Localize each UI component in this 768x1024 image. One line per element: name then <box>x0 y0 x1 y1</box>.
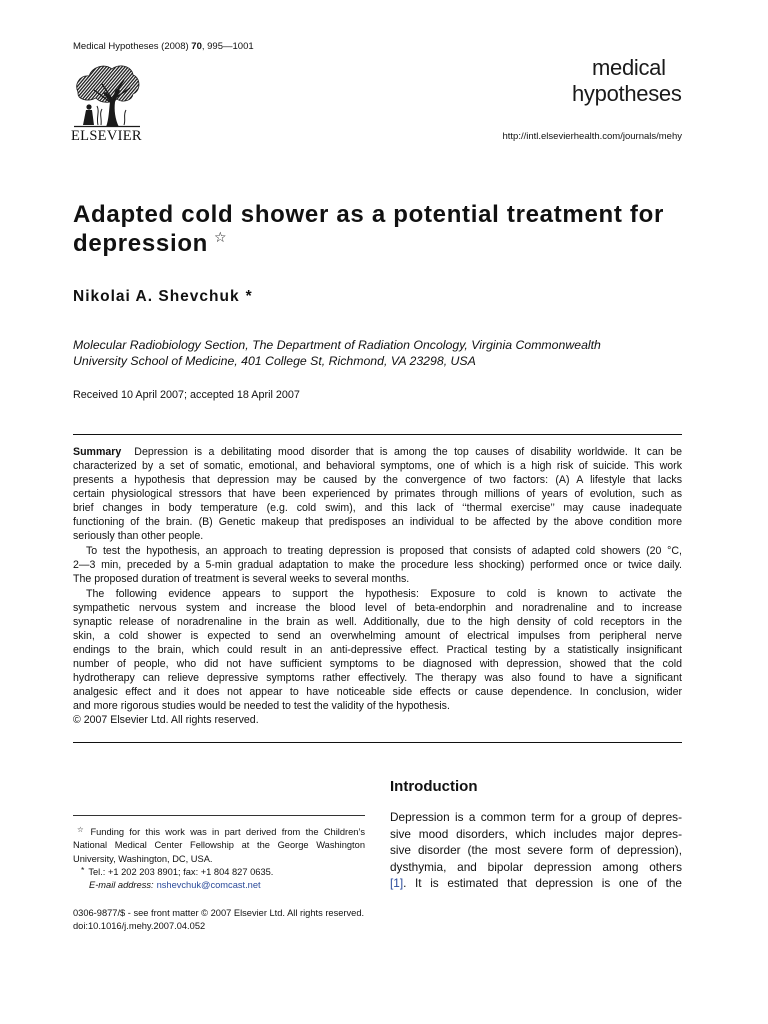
summary-line: certain physiological stressors that have been experienced by primates through millions of years of evolution, such as <box>73 488 682 500</box>
summary-line: sympathetic nervous system and increase the blood level of beta-endorphin and noradrenaline and to increase <box>73 602 682 614</box>
summary-line: analgesic effect and it does not appear to have noticeable side effects or cause dependence. In conclusion, wider <box>73 686 682 698</box>
summary-line: presents a hypothesis that depression may be caused by the convergence of two factors: (A) A lifestyle that lacks <box>73 474 682 486</box>
summary-line: endings to the brain, which could result in an anti-depressive effect. Practical testing by a statistically insignificant <box>73 644 682 656</box>
affiliation-line: University School of Medicine, 401 College St, Richmond, VA 23298, USA <box>73 354 476 368</box>
front-matter <box>73 907 364 933</box>
journal-volume: 70 <box>191 41 202 52</box>
summary-line: 2—3 min, preceded by a 5-min gradual adaptation to make the procedure less shocking) performed once or twice daily. <box>73 559 682 571</box>
summary-line: seriously than other people. <box>73 530 204 542</box>
doi-line[interactable]: doi:10.1016/j.mehy.2007.04.052 <box>73 921 206 931</box>
summary-line: skin, a cold shower is expected to send an overwhelming amount of electrical impulses from peripheral nerve <box>73 630 682 642</box>
email-label: E-mail address: <box>89 880 154 891</box>
funding-footnote-marker: ☆ <box>77 825 87 834</box>
author-line <box>73 288 253 306</box>
summary-paragraph <box>73 445 682 543</box>
introduction-body <box>390 809 682 892</box>
footnote-rule <box>73 815 365 816</box>
introduction-line: dysthymia, and bipolar depression among others <box>390 859 682 874</box>
author-footnote-marker[interactable]: * <box>245 288 253 305</box>
author-affiliation <box>73 337 601 369</box>
summary-line: To test the hypothesis, an approach to treating depression is proposed that consists of adapted cold showers (20 °C, <box>86 545 682 557</box>
contact-footnote-marker: * <box>81 864 85 875</box>
summary-line: The proposed duration of treatment is several weeks to several months. <box>73 573 410 585</box>
title-footnote-marker[interactable]: ☆ <box>214 230 227 246</box>
summary-label: Summary <box>73 446 122 458</box>
summary-line: The following evidence appears to support the hypothesis: Exposure to cold is known to activate the <box>86 588 682 600</box>
elsevier-tree-icon <box>72 62 142 128</box>
summary-line: hydrotherapy can relieve depressive symptoms rather effectively. The therapy was also found to have a significant <box>73 672 682 684</box>
footnotes <box>73 826 365 892</box>
journal-citation <box>73 41 254 53</box>
journal-logo-line-1: medical <box>592 55 666 80</box>
article-title <box>73 200 693 258</box>
summary-line: and more rigorous studies would be needed to test the validity of the hypothesis. <box>73 700 450 712</box>
introduction-line <box>390 875 682 892</box>
summary-paragraph <box>73 544 682 586</box>
introduction-line: Depression is a common term for a group of depres- <box>390 810 682 824</box>
summary-line: characterized by a set of somatic, emotional, and behavioral symptoms, one of which is a high risk of suicide. This work <box>73 460 682 472</box>
journal-logo-line-2: hypotheses <box>572 81 682 106</box>
summary-paragraph <box>73 587 682 727</box>
citation-link[interactable]: [1] <box>390 876 404 890</box>
journal-url-link[interactable]: http://intl.elsevierhealth.com/journals/mehy <box>502 131 682 142</box>
funding-note-text: Funding for this work was in part derived from the Children’s <box>90 827 365 837</box>
summary-line: brief changes in body temperature (e.g. cold swim), and this lack of ‘‘thermal exercise’’ may cause inadequate <box>73 502 682 514</box>
journal-pages: , 995—1001 <box>201 41 254 52</box>
introduction-line-text: . It is estimated that depression is one of the <box>403 876 682 890</box>
summary-line <box>73 445 682 459</box>
email-link[interactable]: nshevchuk@comcast.net <box>156 880 261 891</box>
summary-line: functioning of the brain. (B) Genetic makeup that predisposes an individual to be affected by the above condition more <box>73 516 682 528</box>
summary-line: number of people, who did not have sufficient symptoms to be diagnosed with depression, showed that the cold <box>73 658 682 670</box>
contact-phone-fax: Tel.: +1 202 203 8901; fax: +1 804 827 0635. <box>88 866 274 877</box>
footnote-line <box>73 826 365 839</box>
summary-copyright: © 2007 Elsevier Ltd. All rights reserved. <box>73 714 259 726</box>
summary-line-text: Depression is a debilitating mood disorder that is among the top causes of disability worldwide. It can be <box>134 446 682 458</box>
author-name: Nikolai A. Shevchuk <box>73 288 240 305</box>
footnote-line: National Medical Center Fellowship at the George Washington <box>73 840 365 851</box>
footnote-line: University, Washington, DC, USA. <box>73 853 213 864</box>
figure-head <box>86 104 91 109</box>
article-history: Received 10 April 2007; accepted 18 April 2007 <box>73 389 300 401</box>
summary-abstract <box>73 445 682 727</box>
summary-line: synaptic release of noradrenaline in the brain as well. Additionally, due to the high density of cold receptors in the <box>73 616 682 628</box>
affiliation-line: Molecular Radiobiology Section, The Department of Radiation Oncology, Virginia Commonwealth <box>73 338 601 352</box>
introduction-line: sive mood disorders, which includes major depres- <box>390 826 682 841</box>
introduction-line: sive disorder (the most severe form of depression), <box>390 843 682 857</box>
summary-bottom-rule <box>73 742 682 743</box>
email-footnote <box>73 879 365 892</box>
summary-top-rule <box>73 434 682 435</box>
figure-body <box>83 110 94 125</box>
introduction-heading: Introduction <box>390 778 478 795</box>
issn-line: 0306-9877/$ - see front matter © 2007 Elsevier Ltd. All rights reserved. <box>73 908 365 918</box>
contact-footnote <box>73 866 365 879</box>
journal-name-year: Medical Hypotheses (2008) <box>73 41 192 52</box>
article-title-text: Adapted cold shower as a potential treatment for depression <box>73 201 665 257</box>
publisher-logo-text: ELSEVIER <box>71 128 142 144</box>
